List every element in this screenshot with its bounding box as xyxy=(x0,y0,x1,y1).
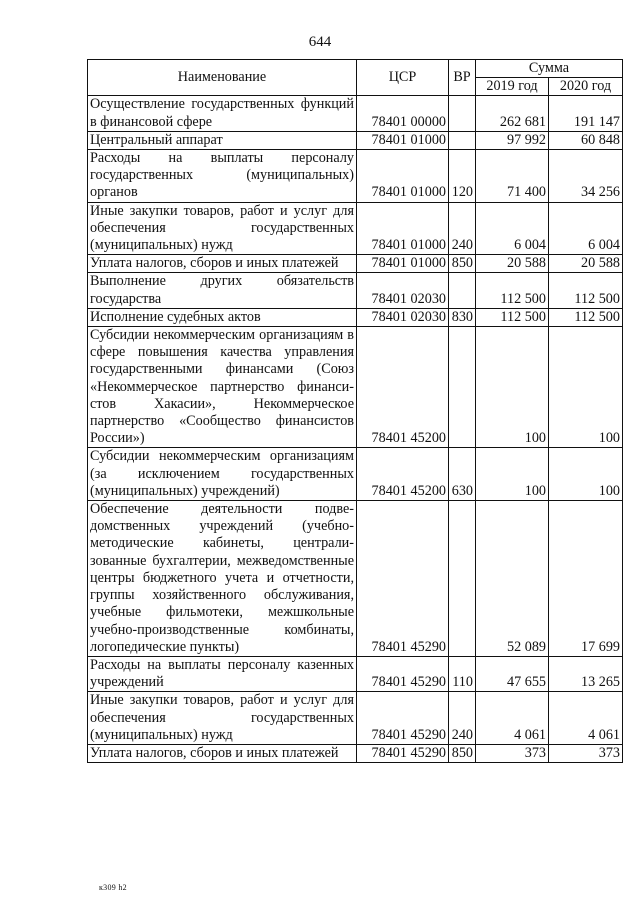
header-year-2020: 2020 год xyxy=(549,78,623,96)
row-csr: 78401 45290 xyxy=(357,744,449,762)
row-sum-2020: 100 xyxy=(549,327,623,448)
row-csr: 78401 02030 xyxy=(357,308,449,326)
row-name: Расходы на выплаты персоналу государственных (муниципальных) органов xyxy=(88,150,357,203)
budget-table xyxy=(87,59,623,763)
row-sum-2019: 52 089 xyxy=(476,501,549,657)
row-csr: 78401 00000 xyxy=(357,96,449,131)
row-csr: 78401 01000 xyxy=(357,150,449,203)
row-csr: 78401 45290 xyxy=(357,656,449,691)
table-row xyxy=(88,308,623,326)
table-body xyxy=(88,96,623,763)
row-sum-2019: 112 500 xyxy=(476,308,549,326)
row-csr: 78401 45290 xyxy=(357,501,449,657)
row-name: Субсидии некоммерческим организациям (за исключением государственных (муниципальных) учреждений) xyxy=(88,448,357,501)
row-name: Уплата налогов, сборов и иных платежей xyxy=(88,255,357,273)
row-sum-2020: 20 588 xyxy=(549,255,623,273)
table-row xyxy=(88,448,623,501)
table-row xyxy=(88,744,623,762)
header-sum: Сумма xyxy=(476,60,623,78)
row-vr xyxy=(449,131,476,149)
row-vr: 240 xyxy=(449,202,476,255)
row-sum-2019: 100 xyxy=(476,327,549,448)
row-sum-2020: 6 004 xyxy=(549,202,623,255)
row-sum-2019: 71 400 xyxy=(476,150,549,203)
row-name: Субсидии некоммерческим организациям в сфере повышения качества управления государственными финансами (Союз «Некоммерческое партнерство финансистов Хакасии», Некоммерческое партнерство «Сообщество финансистов России») xyxy=(88,327,357,448)
row-name: Уплата налогов, сборов и иных платежей xyxy=(88,744,357,762)
row-vr: 850 xyxy=(449,255,476,273)
table-row xyxy=(88,692,623,745)
table-row xyxy=(88,96,623,131)
row-vr: 240 xyxy=(449,692,476,745)
row-name: Расходы на выплаты персоналу казенных учреждений xyxy=(88,656,357,691)
row-sum-2020: 373 xyxy=(549,744,623,762)
row-sum-2019: 112 500 xyxy=(476,273,549,308)
row-csr: 78401 45290 xyxy=(357,692,449,745)
table-row xyxy=(88,656,623,691)
row-sum-2020: 34 256 xyxy=(549,150,623,203)
table-row xyxy=(88,255,623,273)
row-sum-2020: 100 xyxy=(549,448,623,501)
table-row xyxy=(88,273,623,308)
row-vr xyxy=(449,273,476,308)
row-vr xyxy=(449,501,476,657)
row-vr: 630 xyxy=(449,448,476,501)
row-csr: 78401 45200 xyxy=(357,448,449,501)
row-name: Выполнение других обязательств государства xyxy=(88,273,357,308)
row-vr: 850 xyxy=(449,744,476,762)
row-vr: 830 xyxy=(449,308,476,326)
row-vr xyxy=(449,327,476,448)
row-csr: 78401 02030 xyxy=(357,273,449,308)
row-sum-2020: 13 265 xyxy=(549,656,623,691)
row-sum-2020: 112 500 xyxy=(549,308,623,326)
row-sum-2019: 100 xyxy=(476,448,549,501)
row-sum-2019: 20 588 xyxy=(476,255,549,273)
row-name: Центральный аппарат xyxy=(88,131,357,149)
row-sum-2019: 262 681 xyxy=(476,96,549,131)
row-name: Осуществление государственных функций в финансовой сфере xyxy=(88,96,357,131)
row-name: Иные закупки товаров, работ и услуг для обеспечения государственных (муниципальных) нужд xyxy=(88,692,357,745)
footer-code: к309 h2 xyxy=(99,883,127,892)
row-vr xyxy=(449,96,476,131)
row-sum-2020: 191 147 xyxy=(549,96,623,131)
table-row xyxy=(88,202,623,255)
row-csr: 78401 45200 xyxy=(357,327,449,448)
row-sum-2019: 97 992 xyxy=(476,131,549,149)
row-name: Обеспечение деятельности подведомственных учреждений (учебно-методические кабинеты, централизованные бухгалтерии, межведомственные центры бюджетного учета и отчетности, группы хозяйственного обслуживания, учебные фильмотеки, межшкольные учебно-производственные комбинаты, логопедические пункты) xyxy=(88,501,357,657)
row-sum-2019: 373 xyxy=(476,744,549,762)
row-csr: 78401 01000 xyxy=(357,131,449,149)
header-csr: ЦСР xyxy=(357,60,449,96)
header-year-2019: 2019 год xyxy=(476,78,549,96)
row-sum-2020: 4 061 xyxy=(549,692,623,745)
page-number: 644 xyxy=(308,34,332,50)
row-vr: 120 xyxy=(449,150,476,203)
table-row xyxy=(88,501,623,657)
row-csr: 78401 01000 xyxy=(357,255,449,273)
row-sum-2020: 112 500 xyxy=(549,273,623,308)
row-sum-2020: 60 848 xyxy=(549,131,623,149)
header-row xyxy=(88,60,623,78)
row-vr: 110 xyxy=(449,656,476,691)
row-sum-2020: 17 699 xyxy=(549,501,623,657)
table-row xyxy=(88,131,623,149)
row-name: Исполнение судебных актов xyxy=(88,308,357,326)
row-sum-2019: 6 004 xyxy=(476,202,549,255)
row-sum-2019: 47 655 xyxy=(476,656,549,691)
table-row xyxy=(88,150,623,203)
row-name: Иные закупки товаров, работ и услуг для обеспечения государственных (муниципальных) нужд xyxy=(88,202,357,255)
row-csr: 78401 01000 xyxy=(357,202,449,255)
table-row xyxy=(88,327,623,448)
header-vr: ВР xyxy=(449,60,476,96)
header-name: Наименование xyxy=(88,60,357,96)
row-sum-2019: 4 061 xyxy=(476,692,549,745)
